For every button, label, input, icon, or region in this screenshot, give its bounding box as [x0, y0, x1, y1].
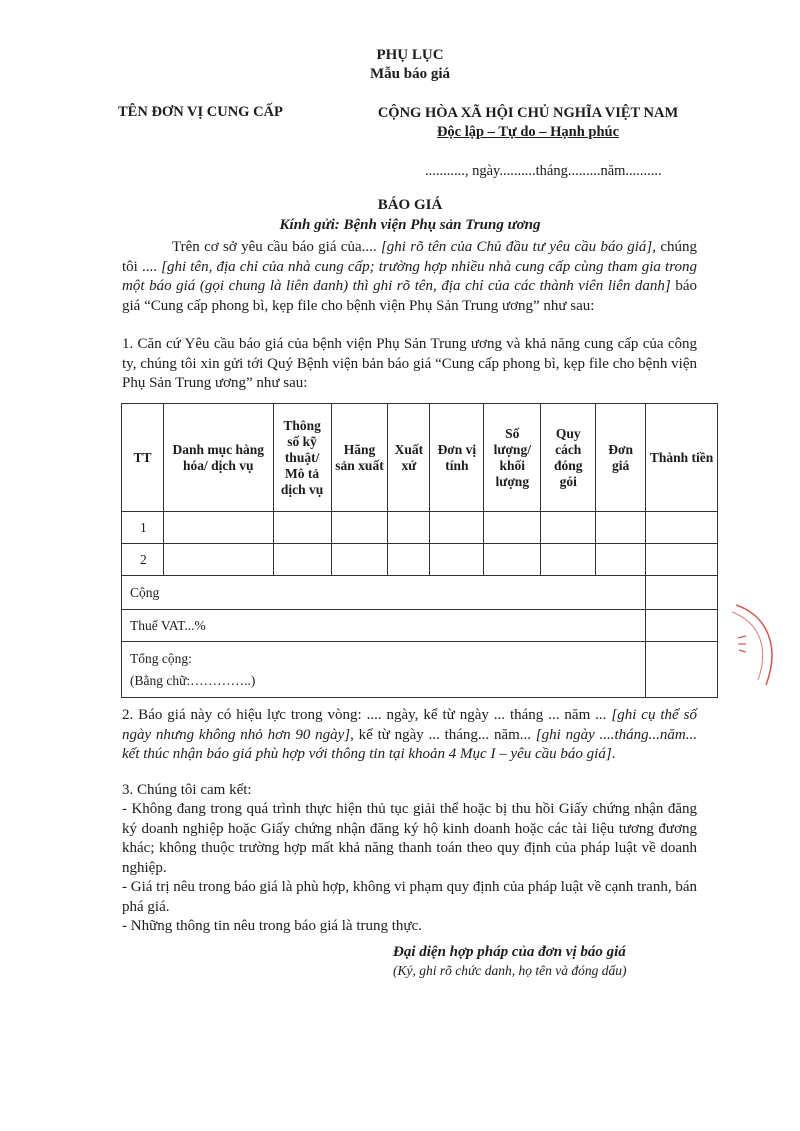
appendix-title: PHỤ LỤC [376, 47, 444, 63]
signature-note: (Ký, ghi rõ chức danh, họ tên và đóng dấu) [393, 963, 627, 978]
vat-label: Thuế VAT...% [122, 610, 646, 642]
section-2-end: . [611, 746, 616, 762]
grand-total-label: Tổng cộng: [130, 650, 192, 666]
vat-row [122, 610, 718, 642]
col-header-quantity: Số lượng/ khối lượng [484, 404, 541, 512]
col-header-tt: TT [122, 404, 164, 512]
col-header-item: Danh mục hàng hóa/ dịch vụ [163, 404, 273, 512]
section-1: 1. Căn cứ Yêu cầu báo giá của bệnh viện Phụ Sản Trung ương và khả năng cung cấp của công ty, chúng tôi xin gửi tới Quý Bệnh viện bản báo giá “Cung cấp phong bì, kẹp file cho bệnh viện Phụ Sản Trung ương” như sau: [122, 336, 697, 391]
col-header-origin: Xuất xứ [388, 404, 430, 512]
table-row [122, 512, 718, 544]
national-motto: Độc lập – Tự do – Hạnh phúc [436, 124, 620, 140]
stamp-arc-inner [732, 612, 763, 680]
commitment-item-2: - Giá trị nêu trong báo giá là phù hợp, không vi phạm quy định của pháp luật về cạnh tranh, bán phá giá. [122, 879, 697, 915]
intro-paragraph [122, 238, 697, 316]
col-header-packaging: Quy cách đóng gói [541, 404, 596, 512]
commitment-item-1: - Không đang trong quá trình thực hiện thủ tục giải thể hoặc bị thu hồi Giấy chứng nhận đăng ký doanh nghiệp hoặc Giấy chứng nhận đăng ký hộ kinh doanh hoặc các tài liệu tương đương khác; không thuộc trường hợp mất khả năng thanh toán theo quy định của pháp luật về doanh nghiệp. [122, 801, 697, 876]
intro-text-3: báo giá “Cung cấp phong bì, kẹp file cho bệnh viện Phụ Sản Trung ương” như sau: [122, 278, 697, 314]
grand-total-row [122, 642, 718, 698]
total-row [122, 576, 718, 610]
col-header-unit: Đơn vị tính [430, 404, 484, 512]
intro-text-1: Trên cơ sở yêu cầu báo giá của.... [172, 239, 381, 255]
row-number: 1 [122, 512, 164, 544]
section-2-italic-2: [ghi ngày ....tháng...năm... kết thúc nhận báo giá phù hợp với thông tin tại khoản 4 Mục I – yêu cầu báo giá] [122, 726, 698, 762]
intro-italic-1: [ghi rõ tên của Chủ đầu tư yêu cầu báo giá] [380, 239, 653, 255]
date-line: ..........., ngày..........tháng.........năm.......... [425, 163, 662, 179]
in-words-label: (Bằng chữ:…………..) [130, 672, 256, 688]
section-2 [122, 706, 697, 765]
republic-name: CỘNG HÒA XÃ HỘI CHỦ NGHĨA VIỆT NAM [377, 105, 679, 121]
row-number: 2 [122, 544, 164, 576]
section-3-heading: 3. Chúng tôi cam kết: [122, 782, 252, 798]
col-header-manufacturer: Hãng sản xuất [331, 404, 388, 512]
form-name: Mẫu báo giá [369, 66, 450, 82]
col-header-amount: Thành tiền [646, 404, 718, 512]
intro-italic-2: [ghi tên, địa chỉ của nhà cung cấp; trường hợp nhiều nhà cung cấp cùng tham gia trong một báo giá (gọi chung là liên danh) thì ghi rõ tên, địa chỉ của các thành viên liên danh] [122, 258, 697, 294]
document-title: BÁO GIÁ [377, 197, 443, 213]
section-2-text-2: , kể từ ngày ... tháng... năm... [350, 726, 536, 743]
section-2-text: 2. Báo giá này có hiệu lực trong vòng: .... ngày, kể từ ngày ... tháng ... năm ... [122, 707, 612, 723]
total-label: Cộng [122, 576, 646, 610]
addressee: Kính gửi: Bệnh viện Phụ sản Trung ương [279, 217, 541, 233]
table-row [122, 544, 718, 576]
col-header-spec: Thông số kỹ thuật/ Mô tả dịch vụ [273, 404, 331, 512]
section-2-italic-1: [ghi cụ thể số ngày nhưng không nhỏ hơn 90 ngày] [122, 707, 697, 743]
table-header-row [122, 404, 718, 512]
red-stamp-mark [726, 600, 796, 690]
supplier-label: TÊN ĐƠN VỊ CUNG CẤP [118, 104, 283, 120]
signature-title: Đại diện hợp pháp của đơn vị báo giá [393, 944, 626, 960]
commitment-item-3: - Những thông tin nêu trong báo giá là trung thực. [122, 918, 422, 934]
stamp-glyphs [738, 636, 746, 652]
col-header-unit-price: Đơn giá [596, 404, 646, 512]
intro-text-2: , chúng tôi .... [122, 239, 697, 275]
quote-table [121, 403, 718, 698]
